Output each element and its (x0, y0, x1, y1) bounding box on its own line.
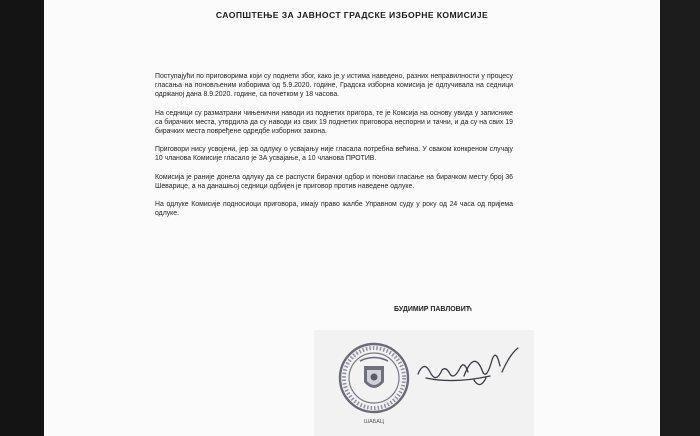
paragraph-2: На седници су разматрани чињенични наводи из поднетих пригора, те је Комсија на основу увида у записнике са бирачких места, утврдила да су наводи из свих 19 поднетих приговора неспорни и тачни, и да су на свих 19 бирачких места повређене одредбе изборних закона. (155, 109, 513, 136)
seal-city-text: ШАБАЦ (364, 419, 384, 425)
seal-and-signature (314, 330, 534, 436)
scan-background (314, 330, 534, 436)
paragraph-4: Комисија је раније донела одлуку да се распусти бирачки одбор и понови гласање на бирачком месту број 36 Шеварице, а на данашњој седници одбијен је приговор против наведене одлуке. (155, 173, 513, 190)
seal-signature-graphic (314, 330, 534, 436)
document-body (155, 72, 513, 227)
right-dark-border (660, 0, 700, 436)
document-title: САОПШТЕЊЕ ЗА ЈАВНОСТ ГРАДСКЕ ИЗБОРНЕ КОМИСИЈЕ (215, 10, 489, 20)
left-dark-border (0, 0, 44, 436)
paragraph-5: На одлуке Комисије подносиоци приговора, имају право жалбе Управном суду у року од 24 часа од пријема одлуке. (155, 201, 513, 218)
document-page (44, 0, 660, 436)
signer-name: БУДИМИР ПАВЛОВИЋ (394, 306, 472, 313)
paragraph-1: Поступајући по приговорима који су поднети због, како је у истима наведено, разних неправилности у процесу гласања на поновљеним изборима од 5.9.2020. године, Градска изборна комисија је одлучивала на седници одржаној дана 8.9.2020. године, са почетком у 18 часова. (155, 73, 513, 99)
paragraph-3: Приговори нису усвојени, јер за одлуку о усвајању није гласала потребна већина. У сваком конкреном случају 10 чланова Комисије гласало је ЗА усвајање, а 10 чланова ПРОТИВ. (155, 146, 513, 163)
